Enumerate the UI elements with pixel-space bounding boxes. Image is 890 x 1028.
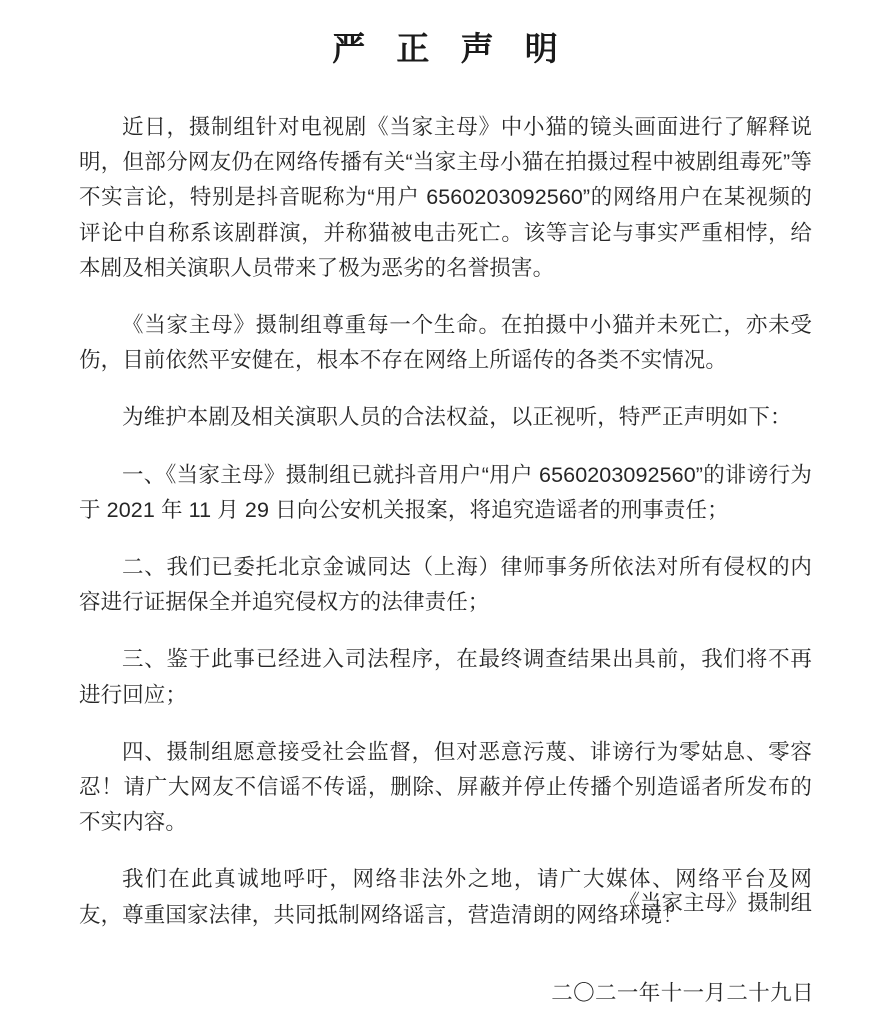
paragraph-purpose: 为维护本剧及相关演职人员的合法权益，以正视听，特严正声明如下： <box>122 405 792 430</box>
page-title: 严 正 声 明 <box>332 30 569 67</box>
statement-item-2: 二、我们已委托北京金诚同达（上海）律师事务所依法对所有侵权的内容进行证据保全并追究侵权方的法律责任； <box>79 555 812 615</box>
paragraph-appeal: 我们在此真诚地呼吁，网络非法外之地，请广大媒体、网络平台及网友，尊重国家法律，共同抵制网络谣言，营造清朗的网络环境！ <box>79 867 812 927</box>
signature-organization-block <box>0 887 890 919</box>
signature-date-block <box>0 977 890 1009</box>
statement-item-1: 一、《当家主母》摄制组已就抖音用户“用户 6560203092560”的诽谤行为于 2021 年 11 月 29 日向公安机关报案，将追究造谣者的刑事责任； <box>79 462 812 522</box>
statement-item-4: 四、摄制组愿意接受社会监督，但对恶意污蔑、诽谤行为零姑息、零容忍！请广大网友不信谣不传谣，删除、屏蔽并停止传播个别造谣者所发布的不实内容。 <box>79 739 812 835</box>
signature-organization: 《当家主母》摄制组 <box>618 891 812 915</box>
document-body <box>79 110 812 933</box>
statement-item-3: 三、鉴于此事已经进入司法程序，在最终调查结果出具前，我们将不再进行回应； <box>79 647 812 707</box>
paragraph-intro: 近日，摄制组针对电视剧《当家主母》中小猫的镜头画面进行了解释说明，但部分网友仍在网络传播有关“当家主母小猫在拍摄过程中被剧组毒死”等不实言论，特别是抖音昵称为“用户 6560203092560”的网络用户在某视频的评论中自称系该剧群演，并称猫被电击死亡。该等言论与事实严重相悖，给本剧及相关演职人员带来了极为恶劣的名誉损害。 <box>79 115 812 280</box>
paragraph-clarification: 《当家主母》摄制组尊重每一个生命。在拍摄中小猫并未死亡，亦未受伤，目前依然平安健在，根本不存在网络上所谣传的各类不实情况。 <box>79 313 812 373</box>
signature-date: 二〇二一年十一月二十九日 <box>551 981 814 1005</box>
